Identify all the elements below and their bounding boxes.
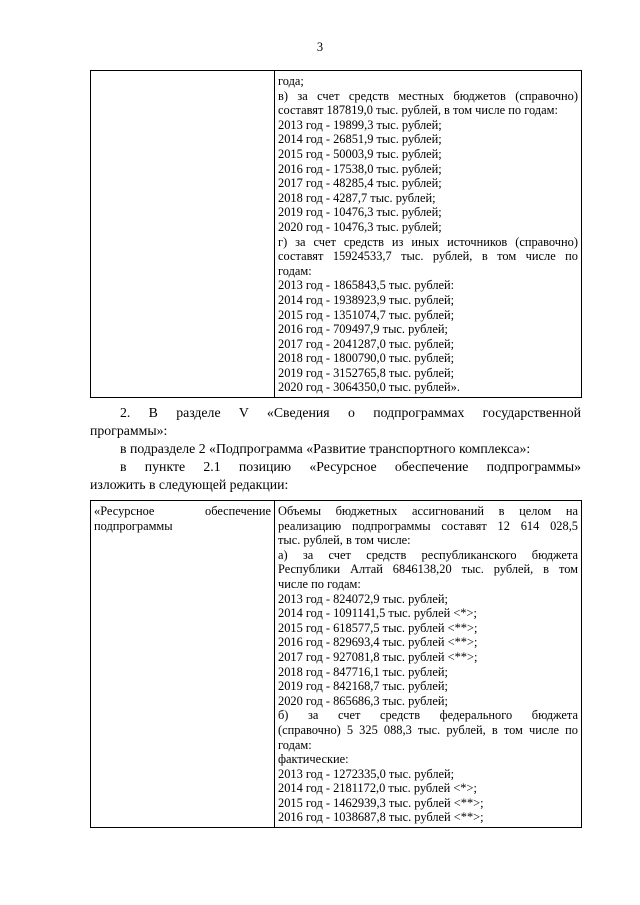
text-line: б) за счет средств федерального бюджета [278, 708, 578, 723]
table-cell-content [275, 71, 582, 398]
text-line: 2014 год - 1938923,9 тыс. рублей; [278, 292, 455, 307]
table-row [91, 71, 582, 398]
resource-label [91, 501, 274, 535]
budget-text [275, 71, 581, 397]
text-line: 2013 год - 824072,9 тыс. рублей; [278, 591, 448, 606]
text-line: 2020 год - 10476,3 тыс. рублей; [278, 219, 442, 234]
text-line: 2018 год - 847716,1 тыс. рублей; [278, 664, 448, 679]
text-line: Республики Алтай 6846138,20 тыс. рублей, в том [278, 562, 578, 577]
text-line: 2018 год - 1800790,0 тыс. рублей; [278, 351, 455, 366]
page-number: 3 [316, 40, 324, 54]
text-line: 2017 год - 927081,8 тыс. рублей <**>; [278, 649, 478, 664]
text-line: 2016 год - 709497,9 тыс. рублей; [278, 322, 448, 337]
paragraph [90, 458, 581, 494]
paragraph-line: в подразделе 2 «Подпрограмма «Развитие транспортного комплекса»: [120, 441, 531, 456]
text-line: фактические: [278, 752, 349, 767]
text-line: 2014 год - 26851,9 тыс. рублей; [278, 132, 442, 147]
text-line: 2015 год - 1462939,3 тыс. рублей <**>; [278, 795, 484, 810]
text-line: составят 187819,0 тыс. рублей, в том числе по годам: [278, 103, 558, 118]
text-line: «Ресурсное обеспечение [94, 504, 271, 518]
text-line: Объемы бюджетных ассигнований в целом на [278, 504, 578, 518]
text-line: 2019 год - 3152765,8 тыс. рублей; [278, 365, 455, 380]
table-row [91, 501, 582, 828]
text-line: 2013 год - 1272335,0 тыс. рублей; [278, 766, 455, 781]
text-line: 2015 год - 1351074,7 тыс. рублей; [278, 307, 455, 322]
text-line: 2016 год - 17538,0 тыс. рублей; [278, 161, 442, 176]
text-line: 2020 год - 865686,3 тыс. рублей; [278, 693, 448, 708]
paragraph-line: изложить в следующей редакции: [90, 477, 289, 492]
text-line: 2017 год - 2041287,0 тыс. рублей; [278, 336, 455, 351]
text-line: 2015 год - 618577,5 тыс. рублей <**>; [278, 620, 478, 635]
text-line: годам: [278, 263, 312, 278]
text-line: года; [278, 74, 304, 88]
paragraph-line: 2. В разделе V «Сведения о подпрограммах государственной [120, 405, 581, 420]
text-line: 2014 год - 1091141,5 тыс. рублей <*>; [278, 606, 477, 621]
table-cell-content [275, 501, 582, 828]
text-line: тыс. рублей, в том числе: [278, 533, 411, 548]
table-cell-label [91, 501, 275, 828]
text-line: 2013 год - 19899,3 тыс. рублей; [278, 117, 442, 132]
text-line: 2013 год - 1865843,5 тыс. рублей: [278, 278, 455, 293]
text-line: реализацию подпрограммы составят 12 614 028,5 [278, 518, 578, 533]
text-line: а) за счет средств республиканского бюджета [278, 547, 578, 562]
text-line: 2019 год - 10476,3 тыс. рублей; [278, 205, 442, 220]
budget-text [275, 501, 581, 827]
amendment-paragraphs [90, 404, 581, 494]
text-line: годам: [278, 737, 312, 752]
text-line: (справочно) 5 325 088,3 тыс. рублей, в том числе по [278, 722, 578, 737]
text-line: 2020 год - 3064350,0 тыс. рублей». [278, 380, 460, 395]
paragraph [90, 404, 581, 440]
text-line: г) за счет средств из иных источников (справочно) [278, 234, 578, 249]
resource-table-new [90, 500, 582, 828]
table-cell-label [91, 71, 275, 398]
text-line: 2014 год - 2181172,0 тыс. рублей <*>; [278, 781, 477, 796]
text-line: составят 15924533,7 тыс. рублей, в том числе по [278, 249, 578, 264]
text-line: 2016 год - 829693,4 тыс. рублей <**>; [278, 635, 478, 650]
paragraph [90, 440, 581, 458]
text-line: 2019 год - 842168,7 тыс. рублей; [278, 679, 448, 694]
text-line: 2018 год - 4287,7 тыс. рублей; [278, 190, 436, 205]
paragraph-line: программы»: [90, 423, 168, 438]
text-line: 2015 год - 50003,9 тыс. рублей; [278, 146, 442, 161]
text-line: 2016 год - 1038687,8 тыс. рублей <**>; [278, 810, 484, 825]
resource-table-continuation [90, 70, 582, 398]
text-line: в) за счет средств местных бюджетов (справочно) [278, 88, 578, 103]
text-line: числе по годам: [278, 576, 361, 591]
text-line: подпрограммы [94, 518, 173, 533]
paragraph-line: в пункте 2.1 позицию «Ресурсное обеспечение подпрограммы» [120, 459, 581, 474]
text-line: 2017 год - 48285,4 тыс. рублей; [278, 176, 442, 191]
